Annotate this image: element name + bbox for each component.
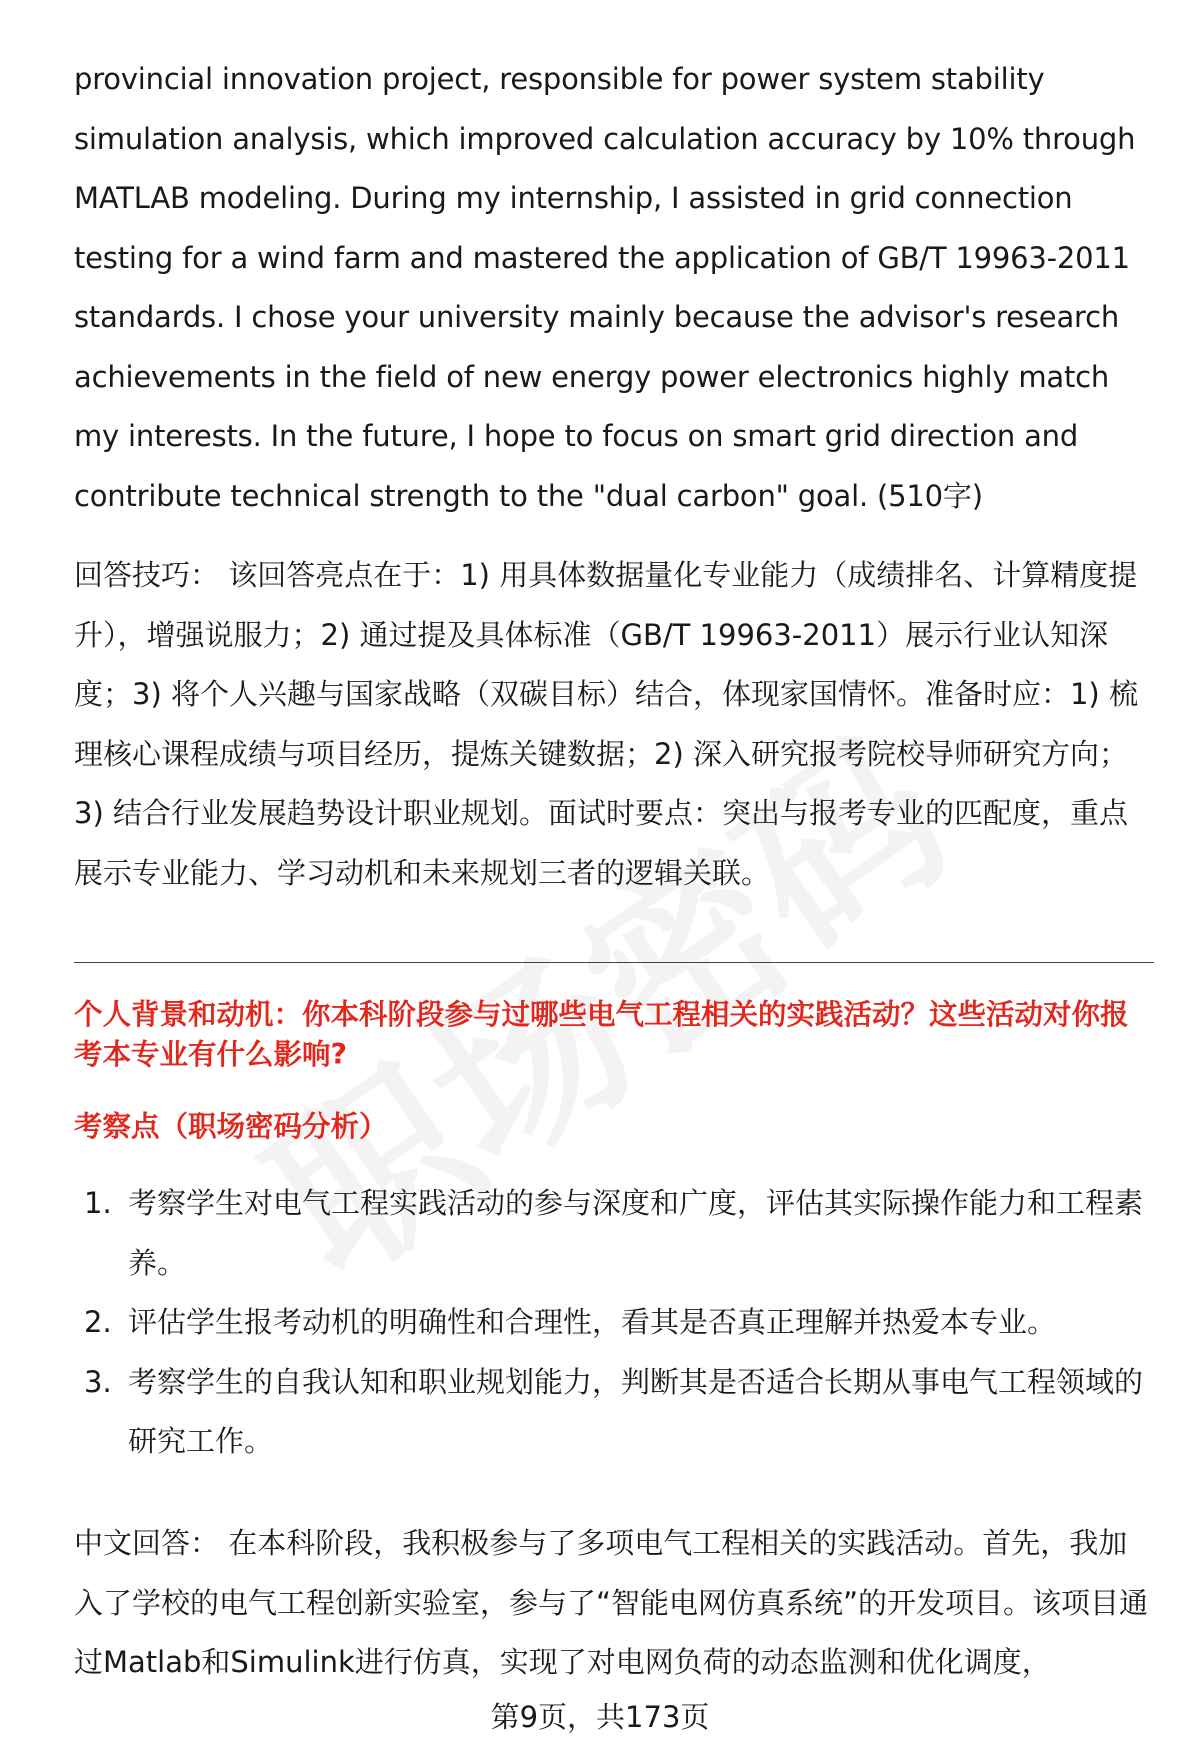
question-heading: 个人背景和动机：你本科阶段参与过哪些电气工程相关的实践活动？这些活动对你报考本专业有什么影响? [74,998,1129,1071]
answer-section [74,50,1154,903]
section-divider [74,962,1154,963]
list-item [74,1293,1154,1353]
list-item-number: 1. [84,1186,112,1220]
list-item [74,1353,1154,1472]
list-item-text: 考察学生对电气工程实践活动的参与深度和广度，评估其实际操作能力和工程素养。 [128,1186,1144,1280]
list-item-number: 3. [84,1364,112,1399]
page-footer [0,1697,1200,1737]
chinese-answer-paragraph: 中文回答： 在本科阶段，我积极参与了多项电气工程相关的实践活动。首先，我加入了学校的电气工程创新实验室，参与了“智能电网仿真系统”的开发项目。该项目通过Matlab和Simulink进行仿真，实现了对电网负荷的动态监测和优化调度， [74,1526,1149,1679]
exam-points-list [74,1174,1154,1472]
exam-points-heading: 考察点（职场密码分析） [74,1110,388,1143]
chinese-answer-section [74,1514,1154,1693]
list-item [74,1174,1154,1293]
list-item-text: 考察学生的自我认知和职业规划能力，判断其是否适合长期从事电气工程领域的研究工作。 [128,1364,1144,1458]
list-item-text: 评估学生报考动机的明确性和合理性，看其是否真正理解并热爱本专业。 [128,1305,1057,1339]
page-number: 第9页，共173页 [490,1700,710,1734]
english-answer-paragraph: provincial innovation project, responsible for power system stability simulation analysis, which improved calculation accuracy by 10% through MATLAB modeling. During my internship, I assisted in grid connection testing for a wind farm and mastered the application of GB/T 19963-2011 standards. I chose your university mainly because the advisor's research achievements in the field of new energy power electronics highly match my interests. In the future, I hope to focus on smart grid direction and contribute technical strength to the "dual carbon" goal. (510字) [74,62,1136,513]
answer-tips-paragraph: 回答技巧： 该回答亮点在于：1) 用具体数据量化专业能力（成绩排名、计算精度提升），增强说服力；2) 通过提及具体标准（GB/T 19963-2011）展示行业认知深度；3) 将个人兴趣与国家战略（双碳目标）结合，体现家国情怀。准备时应：1) 梳理核心课程成绩与项目经历，提炼关键数据；2) 深入研究报考院校导师研究方向；3) 结合行业发展趋势设计职业规划。面试时要点：突出与报考专业的匹配度，重点展示专业能力、学习动机和未来规划三者的逻辑关联。 [74,558,1138,890]
list-item-number: 2. [84,1305,112,1339]
